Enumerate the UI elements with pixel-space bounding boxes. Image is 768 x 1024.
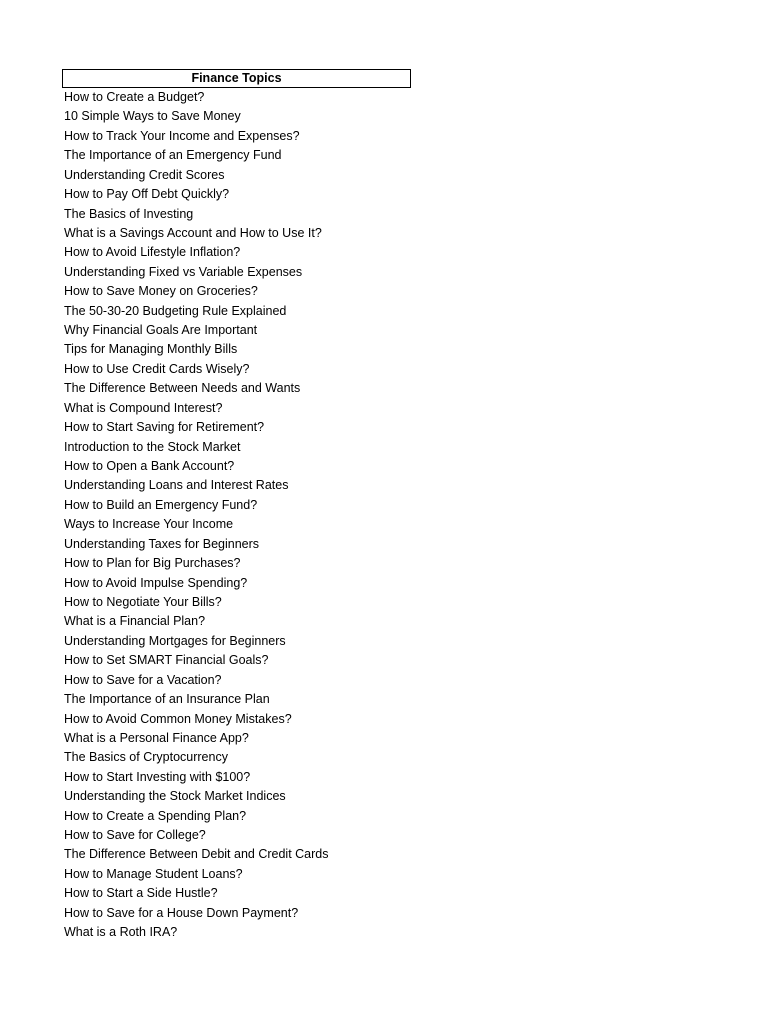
topic-row: How to Open a Bank Account?: [64, 459, 235, 474]
topic-row: How to Pay Off Debt Quickly?: [64, 187, 230, 202]
topic-row: The 50-30-20 Budgeting Rule Explained: [64, 303, 287, 318]
topic-row: How to Avoid Impulse Spending?: [64, 575, 248, 590]
topic-row: How to Avoid Common Money Mistakes?: [64, 711, 292, 726]
topic-row: How to Manage Student Loans?: [64, 866, 243, 881]
finance-topics-table: [62, 69, 411, 943]
topic-row: How to Create a Budget?: [64, 90, 205, 104]
topic-row: Understanding Loans and Interest Rates: [64, 478, 289, 493]
topic-row: The Importance of an Emergency Fund: [64, 148, 282, 163]
topic-row: How to Set SMART Financial Goals?: [64, 653, 269, 668]
topic-row: Why Financial Goals Are Important: [64, 323, 258, 338]
table-header: Finance Topics: [62, 69, 411, 88]
topic-row: 10 Simple Ways to Save Money: [64, 109, 241, 124]
topic-row: What is a Financial Plan?: [64, 614, 206, 629]
topic-row: What is a Personal Finance App?: [64, 730, 249, 745]
topic-row: How to Build an Emergency Fund?: [64, 497, 258, 512]
topic-row: How to Start Investing with $100?: [64, 769, 251, 784]
topic-row: How to Save for a House Down Payment?: [64, 905, 299, 920]
topic-row: How to Save for College?: [64, 828, 206, 843]
topic-row: The Difference Between Needs and Wants: [64, 381, 301, 396]
topic-list: [62, 88, 411, 943]
topic-row: How to Save Money on Groceries?: [64, 284, 258, 299]
topic-row: Understanding Fixed vs Variable Expenses: [64, 264, 303, 279]
topic-row: The Basics of Cryptocurrency: [64, 750, 228, 765]
topic-row: How to Use Credit Cards Wisely?: [64, 361, 250, 376]
topic-row: Understanding the Stock Market Indices: [64, 789, 286, 804]
topic-row: What is a Roth IRA?: [64, 925, 178, 940]
topic-row: How to Negotiate Your Bills?: [64, 594, 222, 609]
topic-row: How to Avoid Lifestyle Inflation?: [64, 245, 241, 260]
topic-row: How to Start a Side Hustle?: [64, 886, 218, 901]
topic-row: Tips for Managing Monthly Bills: [64, 342, 238, 357]
topic-row: Understanding Credit Scores: [64, 167, 225, 182]
topic-row: Understanding Mortgages for Beginners: [64, 633, 286, 648]
topic-row: How to Start Saving for Retirement?: [64, 420, 265, 435]
topic-row: Understanding Taxes for Beginners: [64, 536, 260, 551]
topic-row: Ways to Increase Your Income: [64, 517, 234, 532]
topic-row: What is a Savings Account and How to Use It?: [64, 225, 322, 240]
topic-row: The Importance of an Insurance Plan: [64, 692, 270, 707]
topic-row: How to Save for a Vacation?: [64, 672, 222, 687]
topic-row: How to Plan for Big Purchases?: [64, 556, 241, 571]
topic-row: What is Compound Interest?: [64, 400, 223, 415]
topic-row: How to Track Your Income and Expenses?: [64, 128, 300, 143]
topic-row: The Difference Between Debit and Credit Cards: [64, 847, 329, 862]
topic-row: The Basics of Investing: [64, 206, 194, 221]
topic-row: How to Create a Spending Plan?: [64, 808, 247, 823]
topic-row: Introduction to the Stock Market: [64, 439, 241, 454]
